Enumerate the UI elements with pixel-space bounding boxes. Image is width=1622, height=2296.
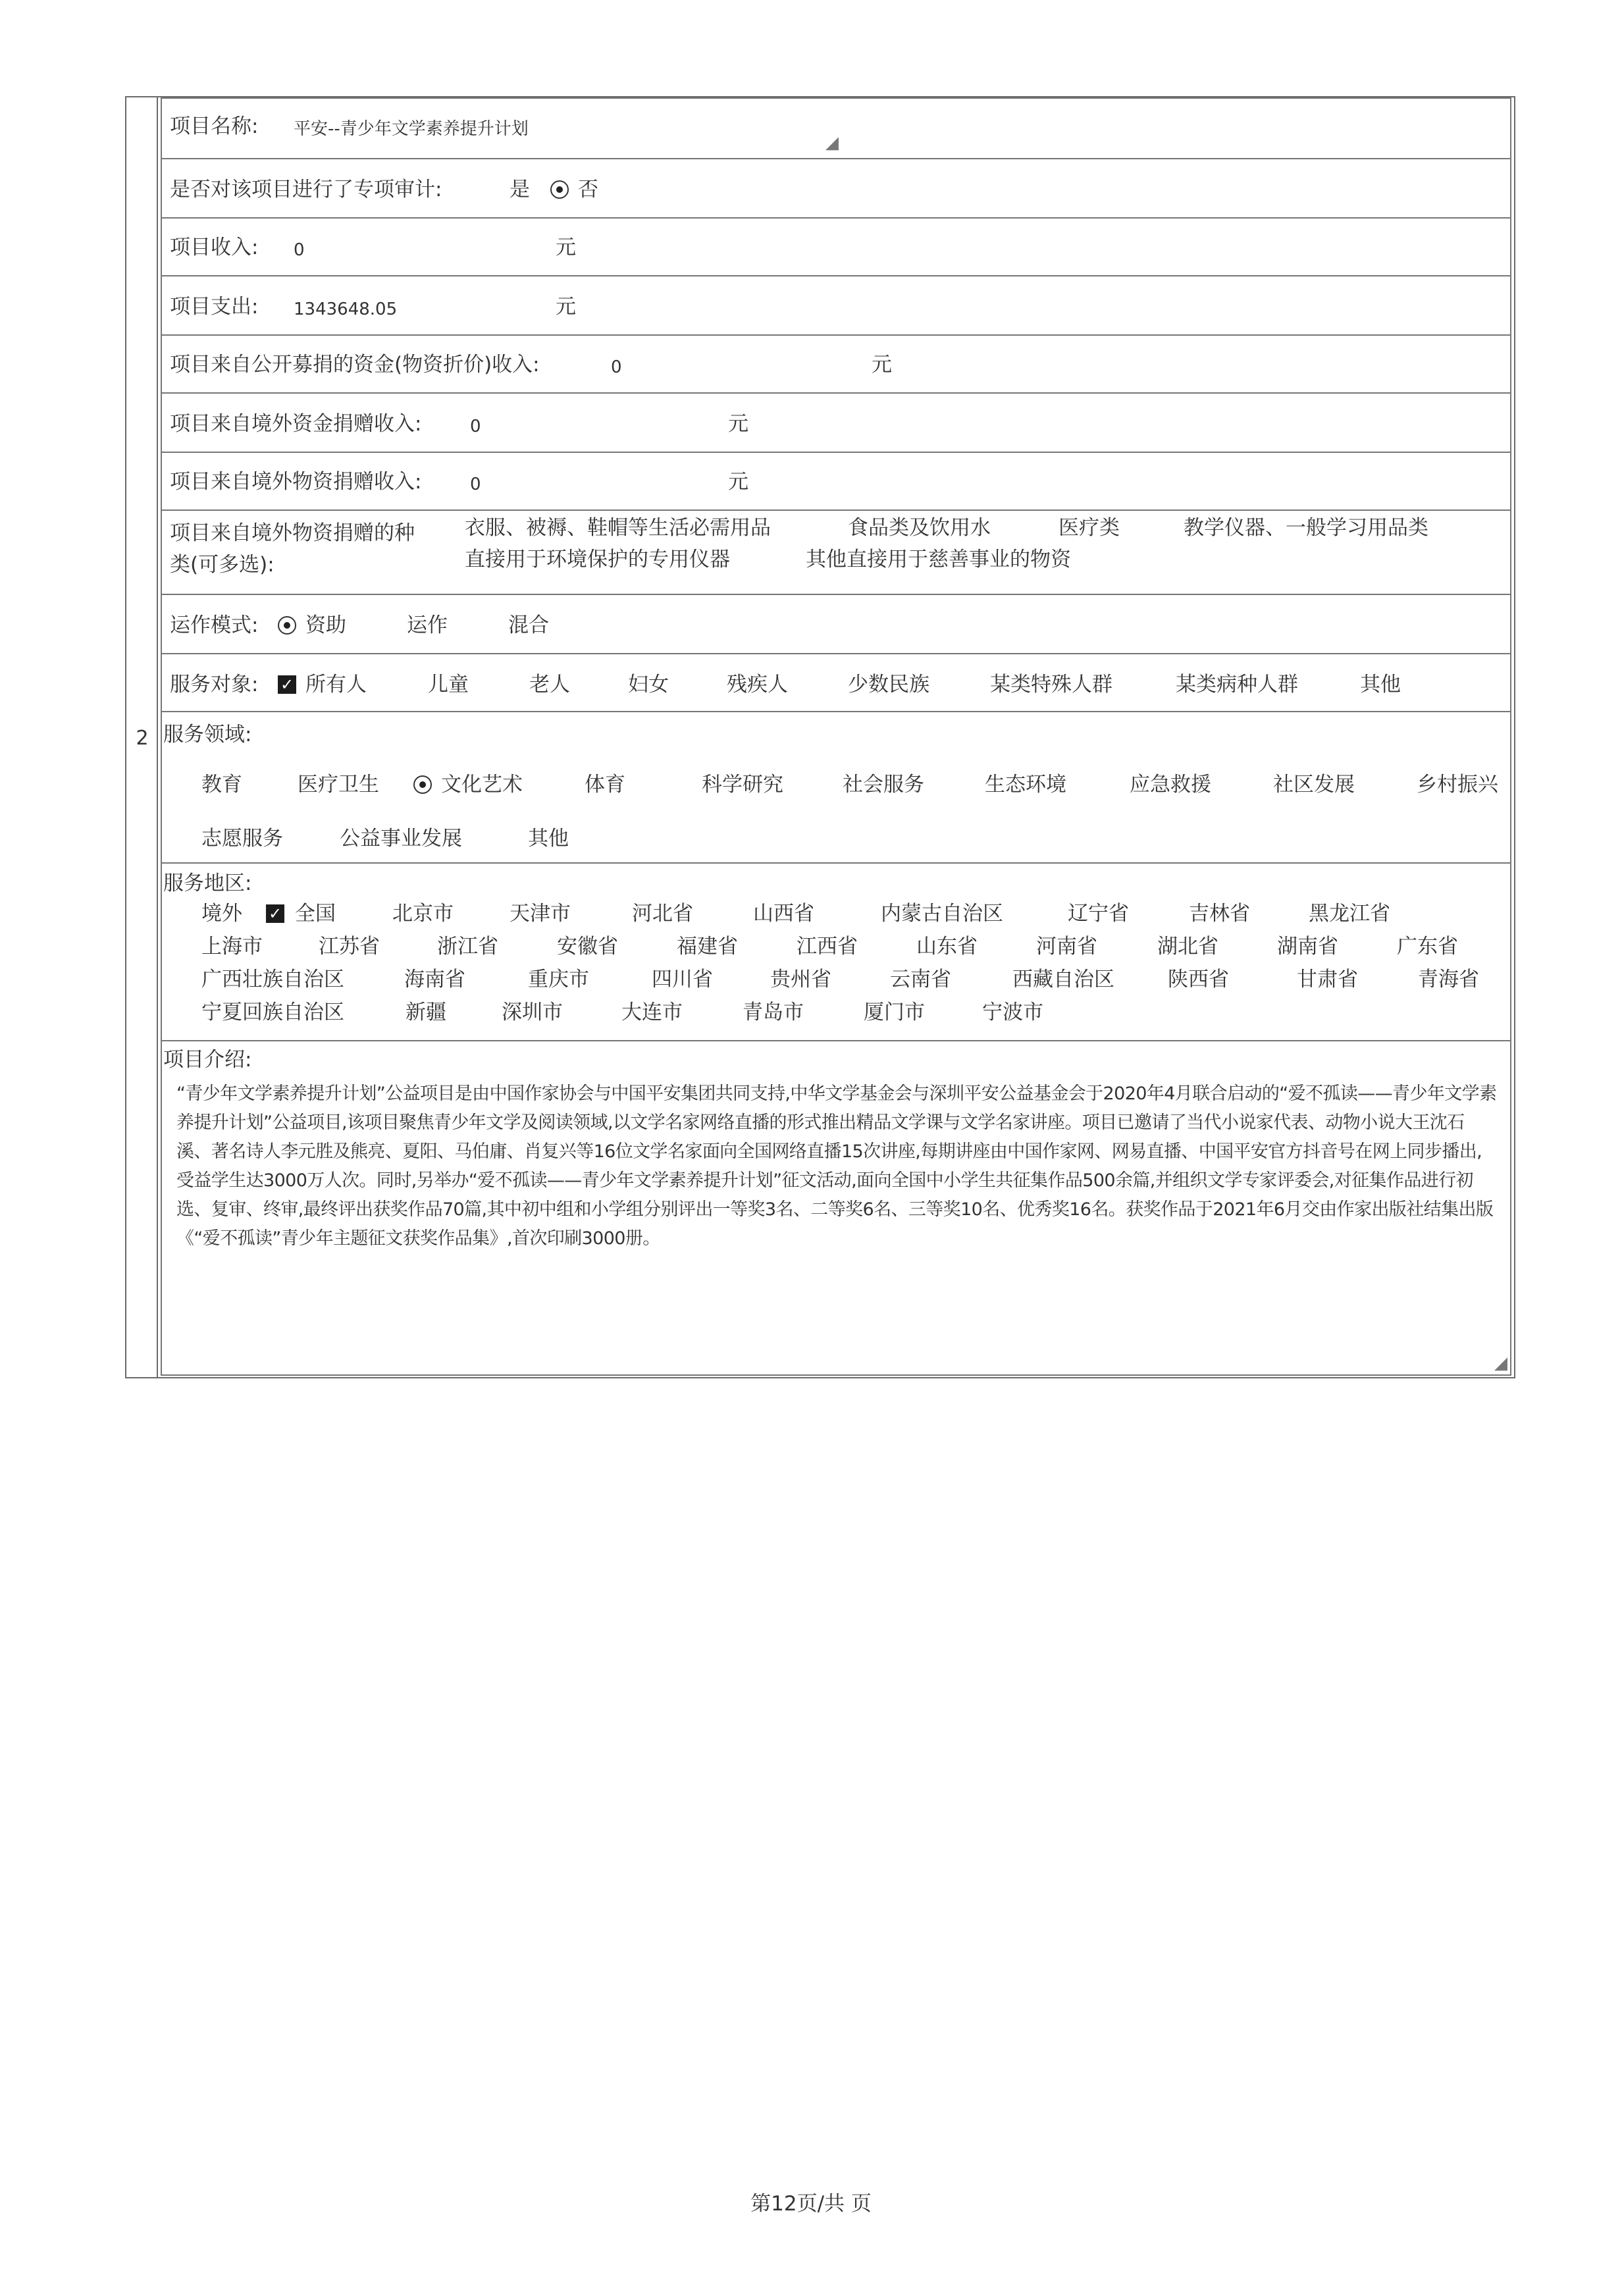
goods-type-option[interactable]: 直接用于环境保护的专用仪器 bbox=[465, 548, 730, 571]
row-project-intro bbox=[161, 1040, 1511, 1376]
income-label: 项目收入: bbox=[170, 236, 259, 259]
overseas-goods-label: 项目来自境外物资捐赠收入: bbox=[170, 470, 422, 494]
region-option[interactable]: 大连市 bbox=[621, 1001, 683, 1024]
region-option[interactable]: 宁夏回族自治区 bbox=[201, 1001, 344, 1024]
expense-unit: 元 bbox=[556, 295, 576, 319]
region-option[interactable]: 宁波市 bbox=[982, 1001, 1043, 1024]
region-option[interactable]: 海南省 bbox=[404, 968, 465, 991]
audit-no-radio-selected[interactable] bbox=[550, 180, 569, 199]
resize-handle-icon[interactable]: ◢ bbox=[1494, 1353, 1507, 1373]
region-option[interactable]: 厦门市 bbox=[864, 1001, 925, 1024]
region-option[interactable]: 上海市 bbox=[201, 935, 263, 958]
operation-mode-label: 运作模式: bbox=[170, 613, 259, 637]
goods-types-label-line2: 类(可多选): bbox=[170, 553, 275, 577]
service-field-option[interactable]: 应急救援 bbox=[1130, 773, 1211, 796]
region-option[interactable]: 江西省 bbox=[797, 935, 858, 958]
region-option[interactable]: 云南省 bbox=[890, 968, 951, 991]
service-fields-label: 服务领域: bbox=[163, 723, 252, 746]
row-overseas-fund bbox=[161, 392, 1511, 453]
region-option[interactable]: 广东省 bbox=[1397, 935, 1458, 958]
region-option[interactable]: 广西壮族自治区 bbox=[201, 968, 344, 991]
service-field-option[interactable]: 教育 bbox=[201, 773, 242, 796]
service-field-option[interactable]: 生态环境 bbox=[985, 773, 1066, 796]
goods-type-option[interactable]: 衣服、被褥、鞋帽等生活必需用品 bbox=[465, 516, 771, 540]
service-field-option[interactable]: 公益事业发展 bbox=[340, 827, 462, 850]
checkbox-checked-icon[interactable]: ✓ bbox=[266, 904, 284, 923]
intro-label: 项目介绍: bbox=[163, 1048, 252, 1072]
region-option[interactable]: 湖南省 bbox=[1277, 935, 1338, 958]
service-target-option[interactable]: 儿童 bbox=[428, 673, 469, 696]
project-name-input[interactable]: 平安--青少年文学素养提升计划 bbox=[294, 119, 529, 139]
region-option[interactable]: 辽宁省 bbox=[1068, 902, 1129, 926]
goods-type-option[interactable]: 食品类及饮用水 bbox=[848, 516, 991, 540]
region-option[interactable]: 福建省 bbox=[677, 935, 738, 958]
row-number: 2 bbox=[136, 727, 149, 750]
service-field-option[interactable]: 科学研究 bbox=[702, 773, 783, 796]
income-value[interactable]: 0 bbox=[294, 240, 305, 260]
operation-mode-option[interactable]: 运作 bbox=[407, 613, 448, 637]
goods-type-option[interactable]: 其他直接用于慈善事业的物资 bbox=[806, 548, 1071, 571]
region-option[interactable]: 山东省 bbox=[916, 935, 978, 958]
row-public-fundraising bbox=[161, 334, 1511, 394]
row-expense bbox=[161, 275, 1511, 336]
row-overseas-goods bbox=[161, 452, 1511, 511]
region-option[interactable]: 江苏省 bbox=[319, 935, 380, 958]
audit-option-yes[interactable]: 是 bbox=[510, 178, 530, 201]
region-option[interactable]: 陕西省 bbox=[1168, 968, 1229, 991]
region-option[interactable]: 四川省 bbox=[652, 968, 713, 991]
goods-type-option[interactable]: 医疗类 bbox=[1059, 516, 1120, 540]
region-option[interactable]: 西藏自治区 bbox=[1012, 968, 1114, 991]
service-field-option[interactable]: 文化艺术 bbox=[441, 773, 523, 796]
row-project-name bbox=[161, 97, 1511, 159]
service-field-option[interactable]: 社区发展 bbox=[1273, 773, 1355, 796]
service-targets-label: 服务对象: bbox=[170, 673, 259, 696]
service-regions-label: 服务地区: bbox=[163, 872, 252, 895]
audit-option-no[interactable]: 否 bbox=[578, 178, 598, 201]
service-target-option[interactable]: 所有人 bbox=[305, 673, 367, 696]
row-service-fields bbox=[161, 711, 1511, 864]
goods-types-label-line1: 项目来自境外物资捐赠的种 bbox=[170, 521, 415, 545]
public-fundraising-label: 项目来自公开募捐的资金(物资折价)收入: bbox=[170, 353, 540, 377]
region-option[interactable]: 内蒙古自治区 bbox=[881, 902, 1003, 926]
row-service-targets bbox=[161, 653, 1511, 712]
row-income bbox=[161, 217, 1511, 276]
page-footer: 第12页/共 页 bbox=[750, 2192, 872, 2216]
region-option[interactable]: 天津市 bbox=[510, 902, 571, 926]
row-service-regions bbox=[161, 862, 1511, 1041]
region-option[interactable]: 北京市 bbox=[392, 902, 454, 926]
region-option[interactable]: 安徽省 bbox=[557, 935, 618, 958]
region-option[interactable]: 新疆 bbox=[406, 1001, 446, 1024]
region-option[interactable]: 青岛市 bbox=[743, 1001, 804, 1024]
region-option[interactable]: 黑龙江省 bbox=[1309, 902, 1390, 926]
service-field-radio-selected[interactable] bbox=[413, 775, 432, 794]
overseas-fund-unit: 元 bbox=[728, 412, 748, 436]
region-option[interactable]: 贵州省 bbox=[770, 968, 831, 991]
row-operation-mode bbox=[161, 594, 1511, 654]
project-form bbox=[125, 96, 1515, 1378]
region-option[interactable]: 河南省 bbox=[1036, 935, 1097, 958]
overseas-fund-value[interactable]: 0 bbox=[470, 417, 481, 436]
service-field-option[interactable]: 其他 bbox=[528, 827, 569, 850]
income-unit: 元 bbox=[556, 236, 576, 259]
public-fundraising-value[interactable]: 0 bbox=[611, 357, 622, 377]
region-option[interactable]: 重庆市 bbox=[528, 968, 589, 991]
region-option[interactable]: 吉林省 bbox=[1189, 902, 1250, 926]
service-target-option[interactable]: 残疾人 bbox=[727, 673, 788, 696]
region-option[interactable]: 境外 bbox=[201, 902, 242, 926]
region-option[interactable]: 浙江省 bbox=[437, 935, 498, 958]
region-option[interactable]: 全国 bbox=[295, 902, 336, 926]
service-target-option[interactable]: 妇女 bbox=[628, 673, 669, 696]
row-goods-types bbox=[161, 509, 1511, 595]
service-field-option[interactable]: 志愿服务 bbox=[201, 827, 283, 850]
region-option[interactable]: 湖北省 bbox=[1157, 935, 1218, 958]
region-option[interactable]: 甘肃省 bbox=[1297, 968, 1358, 991]
special-audit-label: 是否对该项目进行了专项审计: bbox=[170, 178, 442, 201]
service-target-option[interactable]: 少数民族 bbox=[848, 673, 929, 696]
expense-label: 项目支出: bbox=[170, 295, 259, 319]
goods-type-option[interactable]: 教学仪器、一般学习用品类 bbox=[1184, 516, 1428, 540]
operation-mode-radio-selected[interactable] bbox=[278, 616, 296, 635]
region-option[interactable]: 青海省 bbox=[1418, 968, 1479, 991]
overseas-fund-label: 项目来自境外资金捐赠收入: bbox=[170, 412, 422, 436]
region-option[interactable]: 河北省 bbox=[632, 902, 693, 926]
expense-value[interactable]: 1343648.05 bbox=[294, 300, 398, 319]
service-target-option[interactable]: 老人 bbox=[529, 673, 570, 696]
overseas-goods-value[interactable]: 0 bbox=[470, 475, 481, 494]
overseas-goods-unit: 元 bbox=[728, 470, 748, 494]
region-option[interactable]: 深圳市 bbox=[502, 1001, 563, 1024]
resize-handle-icon[interactable]: ◢ bbox=[825, 133, 839, 153]
service-target-option[interactable]: 某类特殊人群 bbox=[990, 673, 1112, 696]
operation-mode-option[interactable]: 混合 bbox=[508, 613, 549, 637]
region-option[interactable]: 山西省 bbox=[753, 902, 814, 926]
service-target-option[interactable]: 某类病种人群 bbox=[1176, 673, 1298, 696]
intro-textarea[interactable]: “青少年文学素养提升计划”公益项目是由中国作家协会与中国平安集团共同支持,中华文学基金会与深圳平安公益基金会于2020年4月联合启动的“爱不孤读——青少年文学素养提升计划”公益项目,该项目聚焦青少年文学及阅读领域,以文学名家网络直播的形式推出精品文学课与文学名家讲座。项目已邀请了当代小说家代表、动物小说大王沈石溪、著名诗人李元胜及熊亮、夏阳、马伯庸、肖复兴等16位文学名家面向全国网络直播15次讲座,每期讲座由中国作家网、网易直播、中国平安官方抖音号在网上同步播出,受益学生达3000万人次。同时,另举办“爱不孤读——青少年文学素养提升计划”征文活动,面向全国中小学生共征集作品500余篇,并组织文学专家评委会,对征集作品进行初选、复审、终审,最终评出获奖作品70篇,其中初中组和小学组分别评出一等奖3名、二等奖6名、三等奖10名、优秀奖16名。获奖作品于2021年6月交由作家出版社结集出版《“爱不孤读”青少年主题征文获奖作品集》,首次印刷3000册。 bbox=[176, 1083, 1497, 1249]
project-name-label: 项目名称: bbox=[170, 115, 259, 138]
operation-mode-option[interactable]: 资助 bbox=[305, 613, 346, 637]
row-special-audit bbox=[161, 158, 1511, 219]
checkbox-checked-icon[interactable]: ✓ bbox=[278, 675, 296, 694]
service-target-option[interactable]: 其他 bbox=[1360, 673, 1401, 696]
public-fundraising-unit: 元 bbox=[872, 353, 892, 377]
service-field-option[interactable]: 体育 bbox=[585, 773, 625, 796]
service-field-option[interactable]: 医疗卫生 bbox=[298, 773, 379, 796]
service-field-option[interactable]: 乡村振兴 bbox=[1417, 773, 1498, 796]
service-field-option[interactable]: 社会服务 bbox=[843, 773, 924, 796]
